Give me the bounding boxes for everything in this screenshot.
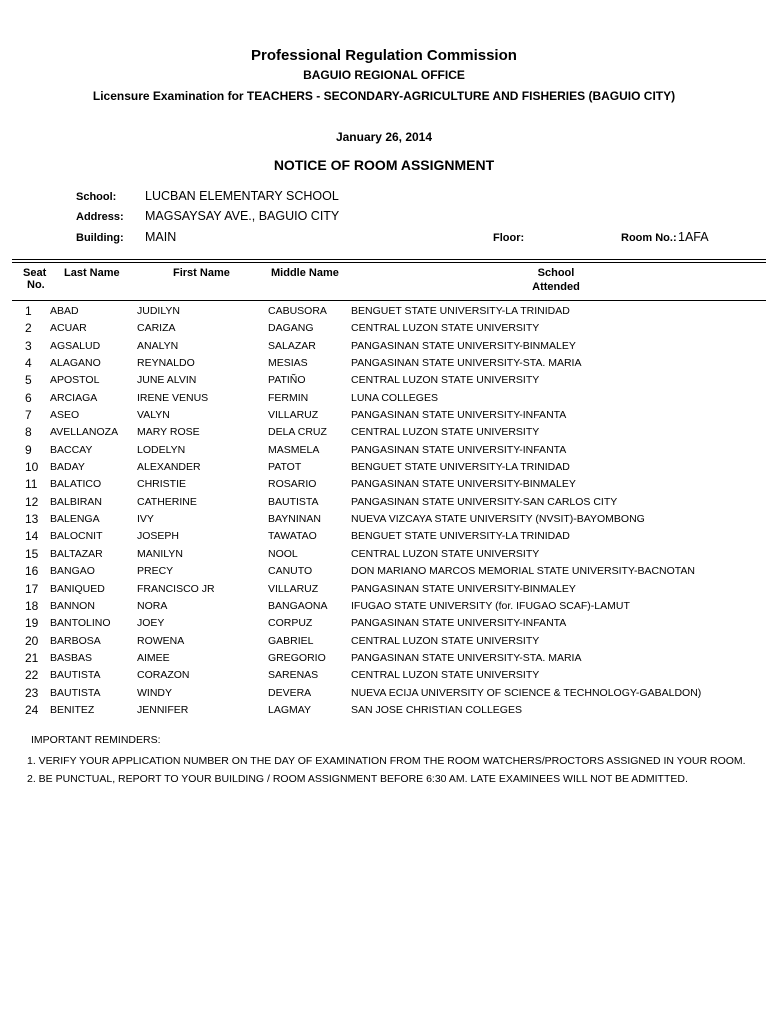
table-row — [0, 548, 768, 565]
table-row — [0, 513, 768, 530]
school-attended: PANGASINAN STATE UNIVERSITY-STA. MARIA — [351, 357, 582, 370]
table-row — [0, 496, 768, 513]
table-row — [0, 704, 768, 721]
last-name: ACUAR — [50, 322, 87, 335]
first-name: VALYN — [137, 409, 170, 422]
school-attended: DON MARIANO MARCOS MEMORIAL STATE UNIVERSITY-BACNOTAN — [351, 565, 696, 578]
notice-title: NOTICE OF ROOM ASSIGNMENT — [273, 157, 495, 173]
middle-name: SALAZAR — [268, 339, 316, 352]
school-attended: LUNA COLLEGES — [351, 391, 438, 404]
middle-name: MASMELA — [268, 443, 320, 456]
first-name: JOEY — [137, 617, 165, 630]
table-top-rule — [12, 259, 766, 260]
first-name: FRANCISCO JR — [137, 582, 215, 595]
last-name: BALBIRAN — [50, 495, 102, 508]
seat-number: 9 — [25, 442, 32, 457]
first-name: CHRISTIE — [137, 478, 187, 491]
last-name: ARCIAGA — [50, 391, 98, 404]
last-name: BANGAO — [50, 565, 95, 578]
seat-number: 20 — [25, 633, 39, 648]
first-name: MARY ROSE — [137, 426, 200, 439]
table-row — [0, 478, 768, 495]
seat-number: 3 — [25, 338, 32, 353]
school-attended: CENTRAL LUZON STATE UNIVERSITY — [351, 634, 540, 647]
school-label: School: — [76, 191, 117, 203]
middle-name: ROSARIO — [268, 478, 317, 491]
school-attended: SAN JOSE CHRISTIAN COLLEGES — [351, 703, 522, 716]
school-attended: IFUGAO STATE UNIVERSITY (for. IFUGAO SCAF)-LAMUT — [351, 599, 630, 612]
seat-number: 7 — [25, 408, 32, 423]
last-name: BAUTISTA — [50, 669, 101, 682]
last-name: ALAGANO — [50, 357, 101, 370]
first-name: JENNIFER — [137, 703, 189, 716]
seat-number: 6 — [25, 390, 32, 405]
table-row — [0, 687, 768, 704]
middle-name: CABUSORA — [268, 305, 327, 317]
seat-number: 4 — [25, 356, 32, 371]
header-seat-no: No. — [27, 279, 45, 291]
reminders-title: IMPORTANT REMINDERS: — [31, 734, 161, 746]
table-row — [0, 652, 768, 669]
school-attended: CENTRAL LUZON STATE UNIVERSITY — [351, 547, 540, 560]
school-attended: PANGASINAN STATE UNIVERSITY-INFANTA — [351, 617, 567, 630]
first-name: JUDILYN — [137, 305, 180, 317]
first-name: AIMEE — [137, 651, 170, 664]
regional-office: BAGUIO REGIONAL OFFICE — [303, 68, 465, 82]
school-attended: PANGASINAN STATE UNIVERSITY-BINMALEY — [351, 478, 576, 491]
school-attended: PANGASINAN STATE UNIVERSITY-SAN CARLOS CITY — [351, 495, 618, 508]
last-name: BALOCNIT — [50, 530, 103, 543]
school-attended: CENTRAL LUZON STATE UNIVERSITY — [351, 426, 540, 439]
middle-name: BANGAONA — [268, 599, 328, 612]
school-value: LUCBAN ELEMENTARY SCHOOL — [145, 189, 339, 203]
seat-number: 12 — [25, 494, 39, 509]
table-top-rule-double — [12, 262, 766, 263]
seat-number: 24 — [25, 702, 39, 717]
middle-name: PATOT — [268, 461, 302, 474]
reminder-item: 2. BE PUNCTUAL, REPORT TO YOUR BUILDING / ROOM ASSIGNMENT BEFORE 6:30 AM. LATE EXAMINEES WILL NOT BE ADMITTED. — [27, 773, 688, 785]
middle-name: VILLARUZ — [268, 582, 319, 595]
last-name: BACCAY — [50, 443, 93, 456]
table-row — [0, 565, 768, 582]
seat-number: 11 — [25, 477, 38, 492]
first-name: NORA — [137, 599, 168, 612]
table-header-rule — [12, 300, 766, 301]
last-name: BANTOLINO — [50, 617, 111, 630]
first-name: MANILYN — [137, 547, 183, 560]
first-name: ANALYN — [137, 339, 179, 352]
address-label: Address: — [76, 211, 124, 223]
seat-number: 17 — [25, 581, 39, 596]
school-attended: BENGUET STATE UNIVERSITY-LA TRINIDAD — [351, 305, 570, 317]
seat-number: 13 — [25, 512, 39, 527]
seat-number: 8 — [25, 425, 32, 440]
school-attended: PANGASINAN STATE UNIVERSITY-BINMALEY — [351, 582, 576, 595]
header-seat: Seat — [23, 267, 47, 279]
school-attended: PANGASINAN STATE UNIVERSITY-INFANTA — [351, 443, 567, 456]
table-row — [0, 583, 768, 600]
seat-number: 15 — [25, 546, 39, 561]
seat-number: 14 — [25, 529, 39, 544]
header-first-name: First Name — [173, 267, 230, 279]
room-value: 1AFA — [678, 230, 709, 244]
middle-name: TAWATAO — [268, 530, 317, 543]
middle-name: CORPUZ — [268, 617, 313, 630]
middle-name: GABRIEL — [268, 634, 314, 647]
middle-name: MESIAS — [268, 357, 308, 370]
exam-date: January 26, 2014 — [335, 130, 433, 144]
table-row — [0, 409, 768, 426]
middle-name: VILLARUZ — [268, 409, 319, 422]
first-name: IVY — [137, 513, 154, 526]
school-attended: PANGASINAN STATE UNIVERSITY-INFANTA — [351, 409, 567, 422]
table-row — [0, 530, 768, 547]
seat-number: 2 — [25, 321, 32, 336]
middle-name: BAUTISTA — [268, 495, 319, 508]
table-row — [0, 340, 768, 357]
table-row — [0, 444, 768, 461]
last-name: ABAD — [50, 305, 79, 317]
room-label: Room No.: — [621, 232, 677, 244]
examinee-list — [0, 305, 768, 721]
last-name: AVELLANOZA — [50, 426, 119, 439]
seat-number: 18 — [25, 598, 39, 613]
school-attended: PANGASINAN STATE UNIVERSITY-STA. MARIA — [351, 651, 582, 664]
first-name: CORAZON — [137, 669, 190, 682]
last-name: AGSALUD — [50, 339, 101, 352]
middle-name: CANUTO — [268, 565, 313, 578]
first-name: IRENE VENUS — [137, 391, 209, 404]
middle-name: PATIÑO — [268, 374, 306, 387]
exam-title: Licensure Examination for TEACHERS - SECONDARY-AGRICULTURE AND FISHERIES (BAGUIO CITY) — [92, 89, 676, 103]
reminder-item: 1. VERIFY YOUR APPLICATION NUMBER ON THE DAY OF EXAMINATION FROM THE ROOM WATCHERS/PROCTORS ASSIGNED IN YOUR ROOM. — [27, 755, 746, 767]
table-row — [0, 600, 768, 617]
school-attended: CENTRAL LUZON STATE UNIVERSITY — [351, 374, 540, 387]
last-name: BALATICO — [50, 478, 102, 491]
table-row — [0, 357, 768, 374]
floor-label: Floor: — [493, 232, 525, 244]
first-name: JUNE ALVIN — [137, 374, 197, 387]
table-row — [0, 322, 768, 339]
building-label: Building: — [76, 232, 124, 244]
table-row — [0, 392, 768, 409]
seat-number: 23 — [25, 685, 39, 700]
school-attended: BENGUET STATE UNIVERSITY-LA TRINIDAD — [351, 461, 570, 474]
table-row — [0, 617, 768, 634]
first-name: ROWENA — [137, 634, 185, 647]
school-attended: NUEVA ECIJA UNIVERSITY OF SCIENCE & TECHNOLOGY-GABALDON) — [351, 686, 702, 699]
seat-number: 10 — [25, 460, 39, 475]
last-name: BALTAZAR — [50, 547, 103, 560]
middle-name: DAGANG — [268, 322, 314, 335]
middle-name: NOOL — [268, 547, 298, 560]
middle-name: FERMIN — [268, 391, 309, 404]
seat-number: 19 — [25, 616, 39, 631]
seat-number: 5 — [25, 373, 32, 388]
middle-name: BAYNINAN — [268, 513, 321, 526]
school-attended: CENTRAL LUZON STATE UNIVERSITY — [351, 322, 540, 335]
table-row — [0, 305, 768, 322]
last-name: BANNON — [50, 599, 95, 612]
first-name: ALEXANDER — [137, 461, 201, 474]
table-row — [0, 669, 768, 686]
header-middle-name: Middle Name — [271, 267, 339, 279]
first-name: LODELYN — [137, 443, 186, 456]
school-attended: CENTRAL LUZON STATE UNIVERSITY — [351, 669, 540, 682]
seat-number: 16 — [25, 564, 39, 579]
school-attended: PANGASINAN STATE UNIVERSITY-BINMALEY — [351, 339, 576, 352]
seat-number: 22 — [25, 668, 39, 683]
building-value: MAIN — [145, 230, 177, 244]
organization-title: Professional Regulation Commission — [251, 47, 517, 64]
middle-name: GREGORIO — [268, 651, 326, 664]
last-name: BARBOSA — [50, 634, 101, 647]
middle-name: DEVERA — [268, 686, 312, 699]
middle-name: DELA CRUZ — [268, 426, 327, 439]
last-name: BAUTISTA — [50, 686, 101, 699]
last-name: BENITEZ — [50, 703, 95, 716]
school-attended: BENGUET STATE UNIVERSITY-LA TRINIDAD — [351, 530, 570, 543]
seat-number: 21 — [25, 650, 39, 665]
first-name: CATHERINE — [137, 495, 197, 508]
first-name: REYNALDO — [137, 357, 195, 370]
header-school: School — [537, 267, 575, 279]
first-name: CARIZA — [137, 322, 176, 335]
first-name: PRECY — [137, 565, 174, 578]
table-row — [0, 461, 768, 478]
last-name: ASEO — [50, 409, 80, 422]
first-name: JOSEPH — [137, 530, 180, 543]
header-last-name: Last Name — [64, 267, 120, 279]
last-name: BASBAS — [50, 651, 93, 664]
last-name: BALENGA — [50, 513, 100, 526]
middle-name: SARENAS — [268, 669, 319, 682]
seat-number: 1 — [25, 304, 32, 318]
header-school-attended: Attended — [532, 281, 580, 293]
table-row — [0, 635, 768, 652]
last-name: BANIQUED — [50, 582, 105, 595]
table-row — [0, 426, 768, 443]
school-attended: NUEVA VIZCAYA STATE UNIVERSITY (NVSIT)-BAYOMBONG — [351, 513, 645, 526]
table-row — [0, 374, 768, 391]
last-name: BADAY — [50, 461, 85, 474]
address-value: MAGSAYSAY AVE., BAGUIO CITY — [145, 209, 340, 223]
middle-name: LAGMAY — [268, 703, 311, 716]
last-name: APOSTOL — [50, 374, 100, 387]
first-name: WINDY — [137, 686, 172, 699]
